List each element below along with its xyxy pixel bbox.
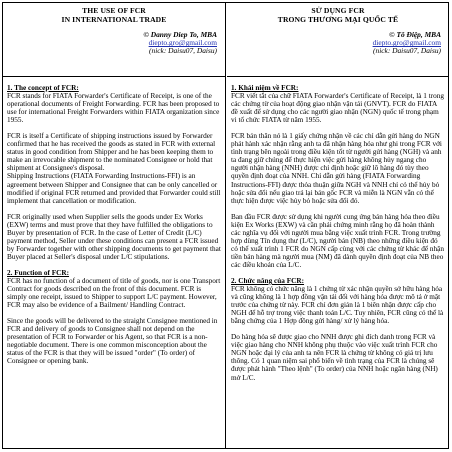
english-author-name: © Danny Diep To, MBA <box>143 30 217 39</box>
vietnamese-header <box>227 3 449 77</box>
english-section1-para4: FCR originally used when Supplier sells the goods under Ex Works (EXW) terms and must prove that they have fulfilled the obligations to Buyer by presentation of FCR. In the case of Letter of Credit (L/C) payment method, Seller under these conditions can present a FCR issued by Forwarder together with other shipping documents to get payment that Buyer placed at Seller's disposal under L/C stipulations. <box>7 212 221 261</box>
english-section1-para2: FCR is itself a Certificate of shipping instructions issued by Forwarder confirmed that he has received the goods as stated in FCR with external status in good condition from Shipper and he has been keeping them to make an irrevocable shipment to the nominated Consignee or hold that shipment at Consignee's disposal. <box>7 132 216 173</box>
english-column <box>3 3 226 448</box>
vietnamese-author-block <box>373 31 441 56</box>
document-page <box>2 2 449 449</box>
english-author-email-link[interactable]: diepto.gro@gmail.com <box>148 38 217 48</box>
vietnamese-column <box>227 3 449 448</box>
vietnamese-section2-para1: FCR không có chức năng là 1 chứng từ xác nhận quyền sở hữu hàng hóa và cũng không là 1 hợp đồng vận tải đối với hàng hóa được mô tả ở mặt trước của chứng từ này. FCR chỉ đơn giản là 1 biên nhận được cấp cho NGH để hỗ trợ trong việc thanh toán L/C. Tuy nhiên, FCR cũng có thể là bằng chứng của 1 Hợp đồng gửi hàng/ xử lý hàng hóa. <box>231 285 444 326</box>
vietnamese-body <box>227 77 449 382</box>
english-body <box>3 77 225 365</box>
english-section1-para1: FCR stands for FIATA Forwarder's Certificate of Receipt, is one of the operational documents of Freight Forwarding. FCR has been proposed to use for international Freight Forwarders within FIATA organization since 1955. <box>7 92 220 125</box>
english-section1-para3: Shipping Instructions (FIATA Forwarding Instructions-FFI) is an agreement between Shipper and Consignee that can be only cancelled or modified if original FCR returned and provided that Forwarder could still implement that cancellation or modification. <box>7 172 221 205</box>
vietnamese-section1-heading: 1. Khái niệm về FCR: <box>231 84 299 92</box>
vietnamese-author-email-link[interactable]: diepto.gro@gmail.com <box>372 38 441 48</box>
vietnamese-section2-para2: Do hàng hóa sẽ được giao cho NNH được ghi đích danh trong FCR và việc giao hàng cho NNH không phụ thuộc vào việc xuất trình FCR cho NGN hoặc đại lý của anh ta nên FCR là chứng từ không có giá trị lưu thông. Có 1 quan niệm sai phổ biến về tình trạng của FCR là chúng sẽ được phát hành "Theo lệnh" (To order) của NNH hoặc ngân hàng (NH) mở L/C. <box>231 333 438 382</box>
vietnamese-author-name: © Tô Điệp, MBA <box>389 30 441 39</box>
vietnamese-title-line2: TRONG THƯƠNG MẠI QUỐC TẾ <box>277 14 399 24</box>
vietnamese-section2-heading: 2. Chức năng của FCR: <box>231 276 305 285</box>
english-author-nick: (nick: Daisu07, Daisu) <box>149 46 217 56</box>
vietnamese-title <box>227 3 449 24</box>
english-section2-heading: 2. Function of FCR: <box>7 268 70 277</box>
english-header <box>3 3 225 77</box>
english-section2-para1: FCR has no function of a document of title of goods, nor is one Transport Contract for goods described on the front of this document. FCR is simply one receipt, issued to Shipper to support L/C payment. However, FCR may also be evidence of a Bailment/ Handling Contract. <box>7 276 221 310</box>
english-section2-para2: Since the goods will be delivered to the straight Consignee mentioned in FCR and delivery of goods to Consignee shall not depend on the presentation of FCR to Forwarder or his Agent, so that FCR is a non-negotiable document. There is one common misconception about the status of the FCR is that they will be issued "order" (To order) of Consignee or opening bank. <box>7 317 218 366</box>
vietnamese-section1-para1: FCR viết tắt của chữ FIATA Forwarder's Certificate of Receipt, là 1 trong các chứng từ của hoạt động giao nhận vận tải (GNVT). FCR do FIATA đề xuất để sử dụng cho các người giao nhận (NGN) quốc tế trong phạm vi tổ chức FIATA từ năm 1955. <box>231 92 445 125</box>
vietnamese-title-line1: SỬ DỤNG FCR <box>311 6 365 15</box>
vietnamese-author-nick: (nick: Daisu07, Daisu) <box>373 46 441 56</box>
vietnamese-section1-para2: FCR bản thân nó là 1 giấy chứng nhận về các chỉ dẫn gửi hàng do NGN phát hành xác nhận rằng anh ta đã nhận hàng hóa như ghi trong FCR với tình trạng bên ngoài trong điều kiện tốt từ người gửi hàng (NGH) và anh ta đang giữ chúng để thực hiện việc gửi hàng không hủy ngang cho người nhận hàng (NNH) được chỉ định hoặc giữ lô hàng đó tùy theo quyền định đoạt của NNH. Chỉ dẫn gửi hàng (FIATA Forwarding Instructions-FFI) được thỏa thuận giữa NGH và NNH chỉ có thể hủy bỏ hoặc sửa đổi nếu giao trả lại bản gốc FCR và miễn là NGN vẫn có thể thực hiện được việc hủy bỏ hoặc sửa đổi đó. <box>231 132 442 205</box>
english-section1-heading: 1. The concept of FCR: <box>7 84 79 92</box>
english-title-line1: THE USE OF FCR <box>82 6 146 15</box>
english-author-block <box>143 31 217 56</box>
english-title-line2: IN INTERNATIONAL TRADE <box>61 14 167 24</box>
english-title <box>3 3 225 24</box>
vietnamese-section1-para3: Ban đầu FCR được sử dụng khi người cung ứng bán hàng hóa theo điều kiện Ex Works (EXW) và cần phải chứng minh rằng họ đã hoàn thành các nghĩa vụ đối với người mua bằng việc xuất trình FCR. Trong trường hợp dùng Tín dụng thư (L/C), người bán (NB) theo những điều kiện đó có thể xuất trình 1 FCR do NGN cấp cùng với các chứng từ khác để nhận tiền bán hàng mà người mua (NM) đã dành quyền định đoạt của NB theo các điều khoản của L/C. <box>231 212 445 269</box>
